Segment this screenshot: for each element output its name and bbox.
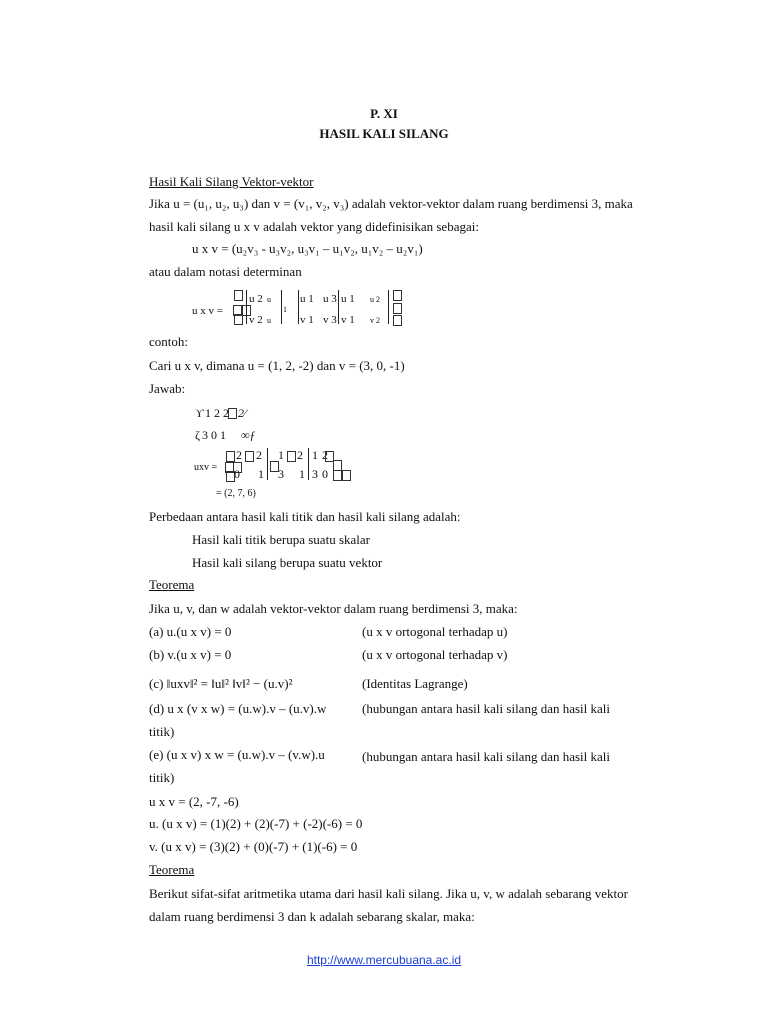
determinant-lhs: u x v = — [192, 305, 223, 317]
chapter-label: P. XI — [370, 106, 398, 121]
cross-product-formula: u x v = (u₂v₃ - u₃v₂, u₃v₁ – u₁v₂, u₁v₂ – u₂v₁) — [192, 241, 423, 256]
check-v-dot: v. (u x v) = (3)(2) + (0)(-7) + (1)(-6) = 0 — [149, 839, 358, 854]
determinant-intro: atau dalam notasi determinan — [149, 264, 302, 279]
theorem2-line-2: dalam ruang berdimensi 3 dan k adalah sebarang skalar, maka: — [149, 909, 475, 924]
theorem1-item-a: (a) u.(u x v) = 0 — [149, 624, 232, 639]
theorem1-item-d-cont: titik) — [149, 724, 175, 739]
intro-line-2: hasil kali silang u x v adalah vektor yang didefinisikan sebagai: — [149, 219, 479, 234]
theorem1-item-c: (c) ‖uxv‖² = ‖u‖² ‖v‖² − (u.v)² — [149, 676, 293, 691]
theorem1-item-e-cont: titik) — [149, 770, 175, 785]
theorem1-intro: Jika u, v, dan w adalah vektor-vektor dalam ruang berdimensi 3, maka: — [149, 601, 518, 616]
theorem1-item-e-note: (hubungan antara hasil kali silang dan hasil kali — [362, 749, 611, 764]
theorem2-heading: Teorema — [149, 862, 195, 877]
calc-result: = (2, 7, 6) — [216, 488, 256, 499]
difference-dot: Hasil kali titik berupa suatu skalar — [192, 532, 370, 547]
theorem1-item-b: (b) v.(u x v) = 0 — [149, 647, 232, 662]
contoh-label: contoh: — [149, 334, 188, 349]
theorem1-item-a-note: (u x v ortogonal terhadap u) — [362, 624, 508, 639]
section-heading: Hasil Kali Silang Vektor-vektor — [149, 174, 314, 189]
intro-line-1: Jika u = (u₁, u₂, u₃) dan v = (v₁, v₂, v₃) adalah vektor-vektor dalam ruang berdimensi 3, maka — [149, 196, 633, 211]
theorem1-item-b-note: (u x v ortogonal terhadap v) — [362, 647, 508, 662]
theorem2-line-1: Berikut sifat-sifat aritmetika utama dari hasil kali silang. Jika u, v, w adalah sebarang vektor — [149, 886, 628, 901]
example-question: Cari u x v, dimana u = (1, 2, -2) dan v = (3, 0, -1) — [149, 358, 405, 373]
page-title: HASIL KALI SILANG — [319, 126, 449, 141]
calc-lhs: uxv = — [194, 462, 218, 473]
theorem1-item-e: (e) (u x v) x w = (u.w).v – (v.w).u — [149, 747, 325, 762]
theorem1-item-c-note: (Identitas Lagrange) — [362, 676, 468, 691]
calc-row-2: 3 0 1 — [202, 428, 226, 442]
jawab-label: Jawab: — [149, 381, 186, 396]
theorem1-item-d-note: (hubungan antara hasil kali silang dan hasil kali — [362, 701, 611, 716]
calc-row-1: 1 2 2 — [205, 406, 229, 420]
document-page: P. XI HASIL KALI SILANG Hasil Kali Silang Vektor-vektor Jika u = (u₁, u₂, u₃) dan v = (v₁, v₂, v₃) adalah vektor-vektor dalam ruang berdimensi 3, maka hasil kali silang u x v adalah vektor yang didefinisikan sebagai: u x v = (u₂v₃ - u₃v₂, u₃v₁ – u₁v₂, u₁v₂ – u₂v₁) atau dalam notasi determinan u x v = u 2 v 2 u u 1 u 1 v 1 u 3 v 3 u 1 v 1 u 2 v 2 contoh: Cari u x v, dimana u = (1, 2, -2) dan v = (3, 0, -1) Jawab: ϒ 1 2 2 2⁄ ζ 3 0 1 ∞ƒ uxv = 2 2 0 1 1 3 2 1 1 3 2 0 = (2, 7, 6) Perbedaan antara hasil kali titik dan hasil kali silang adalah: Hasil kali titik berupa suatu skalar Hasil kali silang berupa suatu vektor Teorema Jika u, v, dan w adalah vektor-vektor dalam ruang berdimensi 3, maka: (a) u.(u x v) = 0 (u x v ortogonal terhadap u) (b) v.(u x v) = 0 (u x v ortogonal terhadap v) (c) ‖uxv‖² = ‖u‖² ‖v‖² − (u.v)² (Identitas Lagrange) (d) u x (v x w) = (u.w).v – (u.v).w (hubungan antara hasil kali silang dan hasil kali titik) (e) (u x v) x w = (u.w).v – (v.w).u (hubungan antara hasil kali silang dan hasil kali titik) u x v = (2, -7, -6) u. (u x v) = (1)(2) + (2)(-7) + (-2)(-6) = 0 v. (u x v) = (3)(2) + (0)(-7) + (1)(-6) = 0 Teorema Berikut sifat-sifat aritmetika utama dari hasil kali silang. Jika u, v, w adalah sebarang vektor dalam ruang berdimensi 3 dan k adalah sebarang skalar, maka: http://www.mercubuana.ac.id — [0, 0, 768, 1024]
check-u-dot: u. (u x v) = (1)(2) + (2)(-7) + (-2)(-6) = 0 — [149, 816, 363, 831]
theorem1-item-d: (d) u x (v x w) = (u.w).v – (u.v).w — [149, 701, 327, 716]
difference-cross: Hasil kali silang berupa suatu vektor — [192, 555, 383, 570]
difference-intro: Perbedaan antara hasil kali titik dan hasil kali silang adalah: — [149, 509, 461, 524]
theorem1-heading: Teorema — [149, 577, 195, 592]
check-cross: u x v = (2, -7, -6) — [149, 794, 239, 809]
footer-link[interactable]: http://www.mercubuana.ac.id — [306, 953, 462, 967]
